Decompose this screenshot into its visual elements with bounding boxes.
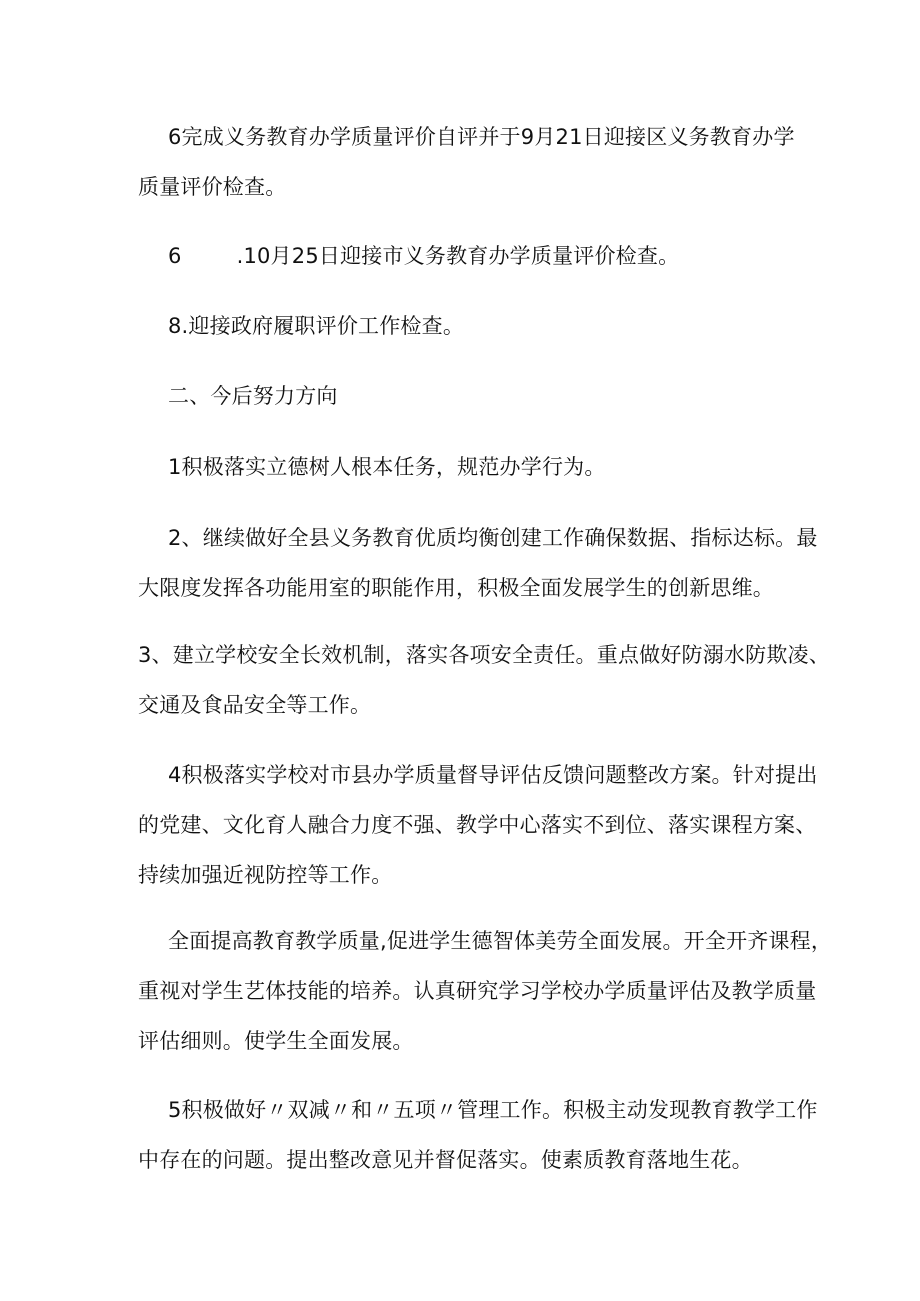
paragraph-item-3 [138,630,830,730]
paragraph-item-5 [138,1085,818,1185]
text-line: 重视对学生艺体技能的培养。认真研究学习学校办学质量评估及教学质量 [138,979,817,1003]
section-heading: 二、今后努力方向 [168,384,338,408]
text-line: 2、继续做好全县义务教育优质均衡创建工作确保数据、指标达标。最 [168,526,818,550]
text-line: 交通及食品安全等工作。 [138,693,372,717]
paragraph-evaluation-self-check [138,112,798,212]
text-line: 的党建、文化育人融合力度不强、教学中心落实不到位、落实课程方案、 [138,813,817,837]
text-line: 质量评价检查。 [138,175,287,199]
section-heading-future-direction [138,371,798,421]
paragraph-quality-improvement [138,916,833,1066]
text-line: 4积极落实学校对市县办学质量督导评估反馈问题整改方案。针对提出 [168,763,818,787]
text-line: 持续加强近视防控等工作。 [138,863,393,887]
text-line: 5积极做好〃双减〃和〃五项〃管理工作。积极主动发现教育教学工作 [168,1098,818,1122]
text-line: 1积极落实立德树人根本任务，规范办学行为。 [168,455,606,479]
text-line: 3、建立学校安全长效机制，落实各项安全责任。重点做好防溺水防欺凌、 [138,643,830,667]
text-line: 大限度发挥各功能用室的职能作用，积极全面发展学生的创新思维。 [138,576,774,600]
text-line: 中存在的问题。提出整改意见并督促落实。使素质教育落地生花。 [138,1148,753,1172]
text-line: 6 .10月25日迎接市义务教育办学质量评价检查。 [168,244,680,268]
text-line: 6完成义务教育办学质量评价自评并于9月21日迎接区义务教育办学 [168,125,795,149]
paragraph-city-evaluation [138,231,798,281]
text-line: 评估细则。使学生全面发展。 [138,1029,414,1053]
paragraph-government-evaluation [138,301,798,351]
paragraph-item-2 [138,513,818,613]
paragraph-item-4 [138,750,818,900]
paragraph-item-1 [138,442,798,492]
text-line: 8.迎接政府履职评价工作检查。 [168,314,465,338]
text-line: 全面提高教育教学质量,促进学生德智体美劳全面发展。开全开齐课程， [168,929,833,953]
